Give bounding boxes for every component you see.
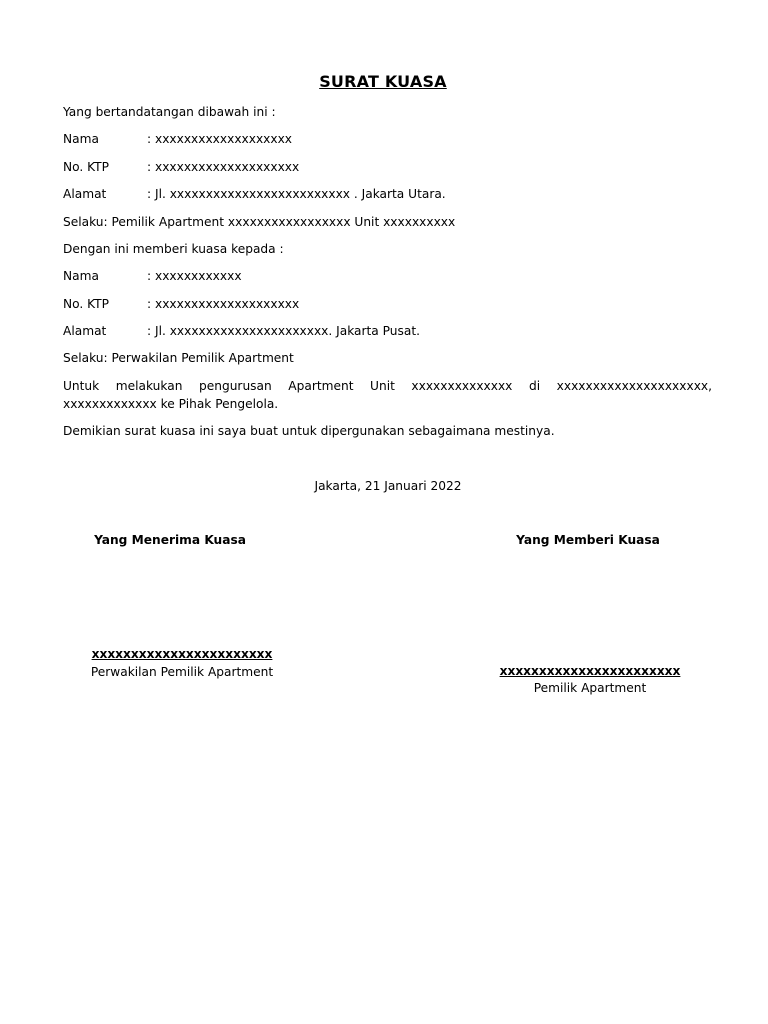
place-date: Jakarta, 21 Januari 2022 (314, 479, 462, 493)
intro-text: Yang bertandatangan dibawah ini : (63, 105, 276, 119)
grantee-name-label: Nama (63, 269, 99, 283)
grantee-address-value: : Jl. xxxxxxxxxxxxxxxxxxxxxx. Jakarta Pusat. (147, 324, 420, 338)
right-signatory-role: Pemilik Apartment (533, 681, 647, 695)
closing-text: Demikian surat kuasa ini saya buat untuk dipergunakan sebagaimana mestinya. (63, 424, 555, 438)
right-signature-heading: Yang Memberi Kuasa (516, 533, 660, 547)
grantee-ktp-value: : xxxxxxxxxxxxxxxxxxxx (147, 297, 300, 311)
grantor-role: Selaku: Pemilik Apartment xxxxxxxxxxxxxxxxx Unit xxxxxxxxxx (63, 215, 456, 229)
grantee-address-label: Alamat (63, 324, 107, 338)
grantee-role: Selaku: Perwakilan Pemilik Apartment (63, 351, 294, 365)
purpose-paragraph: Untuk melakukan pengurusan Apartment Unit xxxxxxxxxxxxxx di xxxxxxxxxxxxxxxxxxxxx, xxxxxxxxxxxxx ke Pihak Pengelola. (63, 379, 712, 411)
grantee-ktp-label: No. KTP (63, 297, 109, 311)
grant-intro-text: Dengan ini memberi kuasa kepada : (63, 242, 284, 256)
left-signature-heading: Yang Menerima Kuasa (94, 533, 246, 547)
grantor-address-value: : Jl. xxxxxxxxxxxxxxxxxxxxxxxxx . Jakarta Utara. (147, 187, 446, 201)
grantor-name-label: Nama (63, 132, 99, 146)
grantor-name-value: : xxxxxxxxxxxxxxxxxxx (147, 132, 293, 146)
left-signatory-name: xxxxxxxxxxxxxxxxxxxxxxx (91, 647, 273, 661)
left-signatory-role: Perwakilan Pemilik Apartment (90, 665, 274, 679)
right-signatory-name: xxxxxxxxxxxxxxxxxxxxxxx (499, 664, 681, 678)
grantor-ktp-value: : xxxxxxxxxxxxxxxxxxxx (147, 160, 300, 174)
document-title: SURAT KUASA (319, 72, 447, 91)
grantor-ktp-label: No. KTP (63, 160, 109, 174)
grantor-address-label: Alamat (63, 187, 107, 201)
grantee-name-value: : xxxxxxxxxxxx (147, 269, 242, 283)
